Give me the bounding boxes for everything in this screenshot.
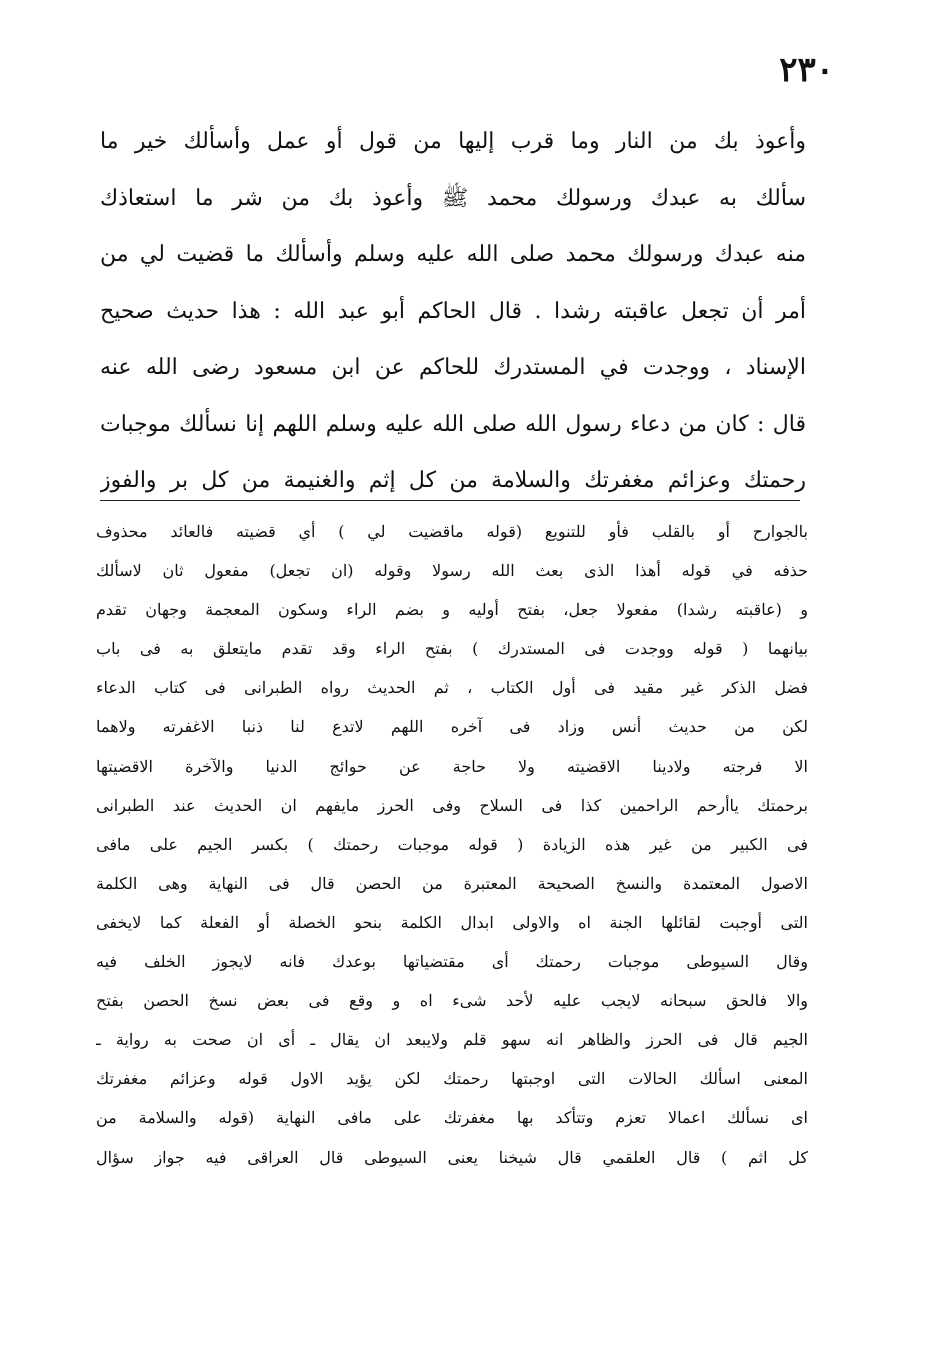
main-text-block	[100, 114, 806, 510]
commentary-line: بالجوارح أو بالقلب فأو للتنويع (قوله ماقضيت لي ) أي قضيته فالعائد محذوف	[96, 522, 808, 541]
commentary-line: التى أوجبت لقائلها الجنة اه والاولى ابدال الكلمة بنحو الخصلة أو الفعلة كما لايخفى	[96, 912, 808, 932]
commentary-line: و (عاقبته رشدا) مفعولا جعل، بفتح أوليه و بضم الراء وسكون المعجمة وجهان تقدم	[96, 600, 808, 620]
commentary-line: فى الكبير من غير هذه الزيادة ( قوله موجبات رحمتك ) بكسر الجيم على مافى	[96, 834, 808, 854]
main-text-line: الإسناد ، ووجدت في المستدرك للحاكم عن ابن مسعود رضى الله عنه	[100, 355, 806, 380]
commentary-line: الجيم قال فى الحرز والظاهر انه سهو قلم ولايبعد ان يقال ـ أى ان صحت به رواية ـ	[96, 1030, 808, 1050]
commentary-line: الا فرجته ولادينا الاقضيته ولا حاجة عن حوائج الدنيا والآخرة الاقضيتها	[96, 756, 808, 776]
main-text-line: قال : كان من دعاء رسول الله صلى الله عليه وسلم اللهم إنا نسألك موجبات	[100, 411, 806, 437]
main-text-line: رحمتك وعزائم مغفرتك والسلامة من كل إثم والغنيمة من كل بر والفوز	[100, 468, 806, 493]
main-text-line: سألك به عبدك ورسولك محمد ﷺ وأعوذ بك من شر ما استعاذك	[100, 185, 806, 211]
commentary-line: وقال السيوطى موجبات رحمتك أى مقتضياتها بوعدك فانه لايجوز الخلف فيه	[96, 952, 808, 972]
main-text-line: وأعوذ بك من النار وما قرب إليها من قول أو عمل وأسألك خير ما	[100, 129, 806, 154]
commentary-line: حذفه في قوله أهذا الذى بعث الله رسولا وقوله (ان تجعل) مفعول ثان لاسألك	[96, 561, 808, 581]
commentary-line: برحمتك ياأرحم الراحمين كذا فى السلاح وفى الحرز مايفهم ان الحديث عند الطبرانى	[96, 795, 808, 815]
main-text-line: منه عبدك ورسولك محمد صلى الله عليه وسلم وأسألك ما قضيت لي من	[100, 242, 806, 267]
commentary-block	[96, 512, 808, 1177]
commentary-line: فضل الذكر غير مقيد فى أول الكتاب ، ثم الحديث رواه الطبرانى فى كتاب الدعاء	[96, 678, 808, 698]
commentary-line: اى نسألك اعمالا تعزم وتتأكد بها مغفرتك على مافى النهاية (قوله والسلامة من	[96, 1108, 808, 1128]
commentary-line: كل اثم ) قال العلقمي قال شيخنا يعنى السيوطى قال العراقى فيه جواز سؤال	[96, 1147, 808, 1167]
section-divider	[100, 500, 800, 501]
commentary-line: الاصول المعتمدة والنسخ الصحيحة المعتبرة من الحصن قال فى النهاية وهى الكلمة	[96, 873, 808, 893]
commentary-line: المعنى اسألك الحالات التى اوجبتها رحمتك لكن يؤيد الاول قوله وعزائم مغفرتك	[96, 1069, 808, 1089]
commentary-line: والا فالحق سبحانه لايجب عليه لأحد شىء اه و وقع فى بعض نسخ الحصن بفتح	[96, 991, 808, 1011]
main-text-line: أمر أن تجعل عاقبته رشدا . قال الحاكم أبو عبد الله : هذا حديث صحيح	[100, 298, 806, 324]
page-number: ٢٣٠	[779, 50, 834, 90]
commentary-line: بيانهما ( قوله ووجدت فى المستدرك ) بفتح الراء وقد تقدم مايتعلق به فى باب	[96, 639, 808, 659]
commentary-line: لكن من حديث أنس وزاد فى آخره اللهم لاتدع لنا ذنبا الاغفرته ولاهما	[96, 717, 808, 737]
